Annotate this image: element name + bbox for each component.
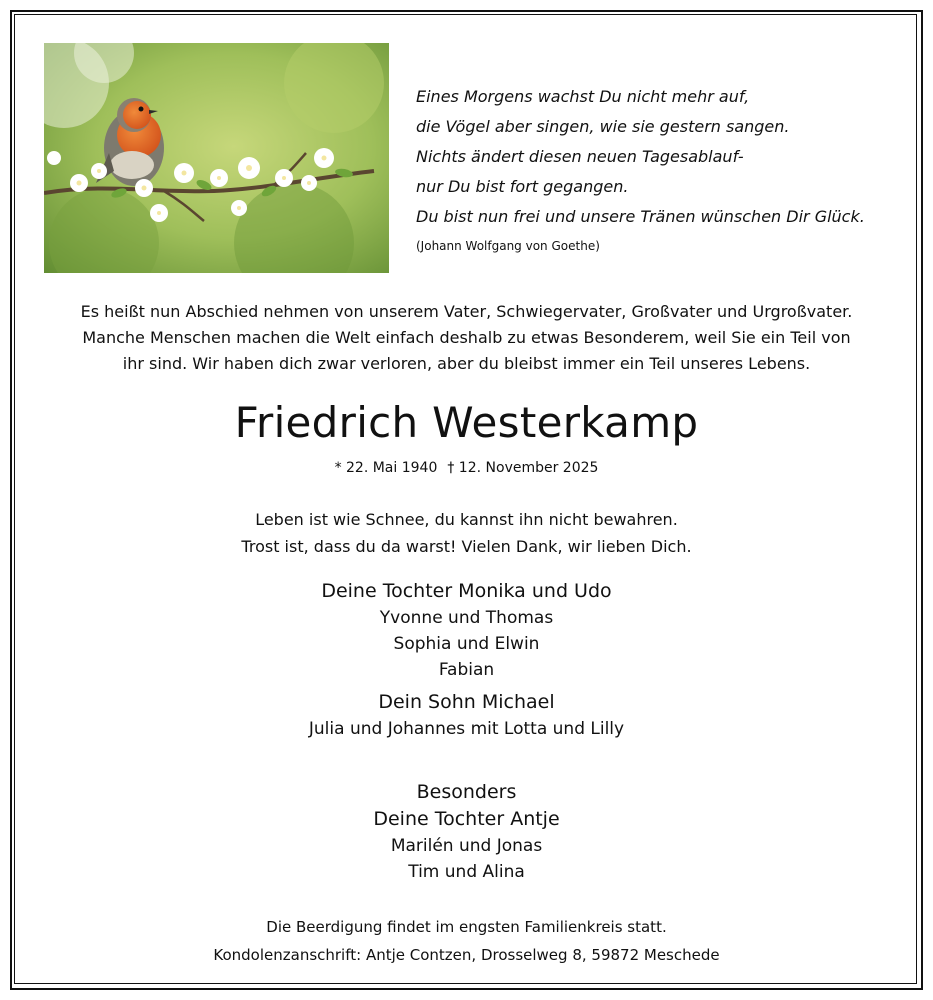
- family-group-3: [0, 779, 933, 885]
- deceased-name: Friedrich Westerkamp: [234, 398, 699, 447]
- life-dates: [0, 457, 933, 479]
- family-member: Yvonne und Thomas: [379, 608, 554, 628]
- poem-author: (Johann Wolfgang von Goethe): [416, 239, 600, 253]
- family-member: Fabian: [438, 660, 495, 680]
- family-head: Besonders: [416, 781, 517, 803]
- quote-line: Trost ist, dass du da warst! Vielen Dank, wir lieben Dich.: [241, 537, 692, 556]
- death-date: † 12. November 2025: [447, 460, 599, 476]
- poem-line: Du bist nun frei und unsere Tränen wünschen Dir Glück.: [416, 207, 865, 226]
- funeral-notice: Die Beerdigung findet im engsten Familienkreis statt.: [266, 918, 667, 936]
- intro-line: ihr sind. Wir haben dich zwar verloren, aber du bleibst immer ein Teil unseres Lebens.: [122, 354, 811, 373]
- intro-text: [40, 299, 893, 377]
- family-member: Marilén und Jonas: [390, 836, 543, 856]
- poem-line: Eines Morgens wachst Du nicht mehr auf,: [416, 87, 750, 106]
- condolence-address: Kondolenzanschrift: Antje Contzen, Drosselweg 8, 59872 Meschede: [213, 946, 720, 964]
- family-head: Deine Tochter Monika und Udo: [321, 580, 612, 602]
- poem-line: nur Du bist fort gegangen.: [416, 177, 629, 196]
- family-head: Deine Tochter Antje: [373, 808, 560, 830]
- robin-photo: [44, 43, 389, 273]
- quote: [0, 506, 933, 560]
- family-member: Sophia und Elwin: [393, 634, 540, 654]
- intro-line: Es heißt nun Abschied nehmen von unserem Vater, Schwiegervater, Großvater und Urgroßvater.: [80, 302, 853, 321]
- family-group-1: [0, 578, 933, 683]
- footer: [0, 913, 933, 969]
- poem-line: Nichts ändert diesen neuen Tagesablauf-: [416, 147, 744, 166]
- poem-line: die Vögel aber singen, wie sie gestern sangen.: [416, 117, 790, 136]
- quote-line: Leben ist wie Schnee, du kannst ihn nicht bewahren.: [255, 510, 678, 529]
- poem: [416, 82, 906, 256]
- intro-line: Manche Menschen machen die Welt einfach deshalb zu etwas Besonderem, weil Sie ein Teil von: [82, 328, 851, 347]
- family-member: Tim und Alina: [408, 862, 525, 882]
- family-group-2: [0, 689, 933, 742]
- family-member: Julia und Johannes mit Lotta und Lilly: [308, 719, 625, 739]
- family-head: Dein Sohn Michael: [378, 691, 555, 713]
- birth-date: * 22. Mai 1940: [334, 460, 438, 476]
